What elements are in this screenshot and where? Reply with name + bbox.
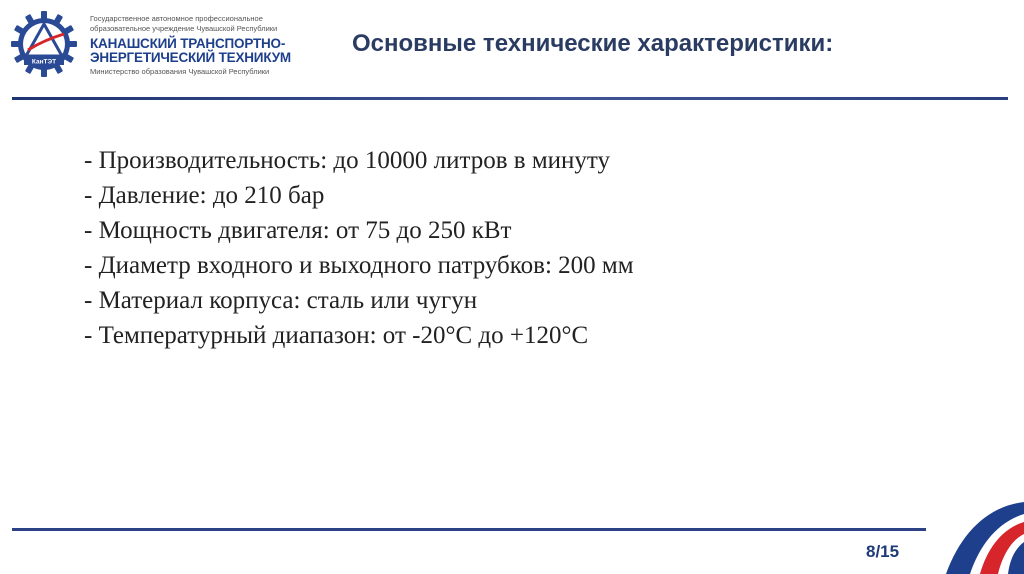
page-number: 8/15 — [866, 542, 900, 561]
spec-item-diameter: - Диаметр входного и выходного патрубков: 200 мм — [84, 252, 634, 279]
spec-item-capacity: - Производительность: до 10000 литров в минуту — [84, 147, 611, 174]
footer-divider — [12, 528, 926, 531]
ministry-line: Министерство образования Чувашской Республики — [90, 67, 270, 76]
slide-title: Основные технические характеристики: — [352, 30, 834, 57]
org-line-2: образовательное учреждение Чувашской Республики — [90, 23, 278, 33]
spec-item-pressure: - Давление: до 210 бар — [84, 182, 325, 209]
logo-label: КанТЭТ — [31, 58, 57, 66]
spec-item-power: - Мощность двигателя: от 75 до 250 кВт — [84, 217, 512, 244]
swoosh-decoration-icon — [940, 492, 1024, 574]
org-line-1: Государственное автономное профессиональное — [90, 14, 263, 23]
college-name-line-2: ЭНЕРГЕТИЧЕСКИЙ ТЕХНИКУМ — [90, 50, 291, 65]
college-name-line-1: КАНАШСКИЙ ТРАНСПОРТНО- — [90, 36, 286, 51]
spec-item-material: - Материал корпуса: сталь или чугун — [84, 287, 478, 314]
spec-list — [44, 143, 644, 353]
header-divider — [12, 97, 1008, 100]
spec-item-temperature: - Температурный диапазон: от -20°С до +120°С — [84, 322, 589, 349]
